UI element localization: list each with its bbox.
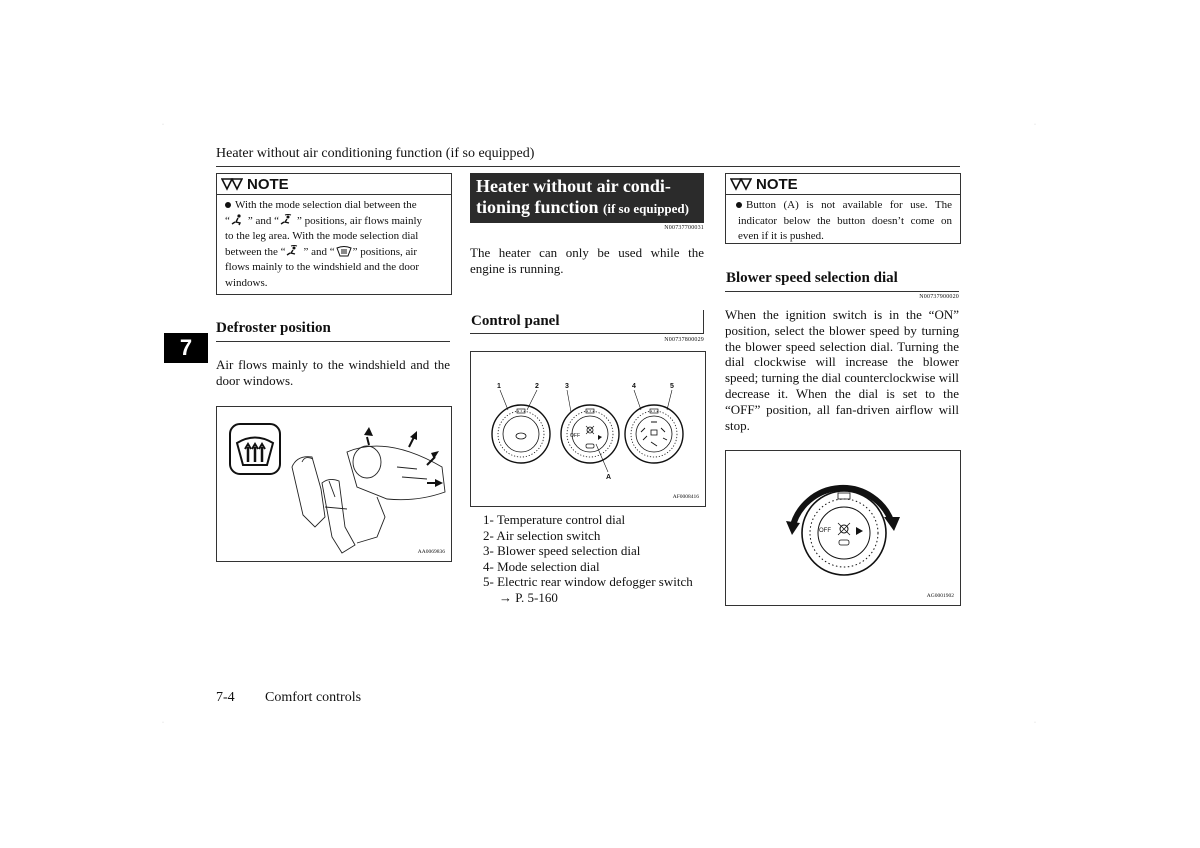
- dial-off-label: OFF: [570, 433, 580, 439]
- note-header: [726, 174, 960, 195]
- section-rule: [725, 291, 959, 292]
- callout-1: 1: [497, 383, 501, 390]
- floor-defrost-mode-icon: [285, 245, 303, 257]
- page-reference: [483, 590, 713, 606]
- section-bracket: [470, 310, 704, 334]
- control-panel-title: Control panel: [471, 313, 560, 329]
- control-panel-illustration: [471, 352, 705, 506]
- callout-a: A: [606, 474, 612, 481]
- counterclockwise-arrow-icon: [786, 521, 800, 535]
- dial-off-label: OFF: [819, 528, 831, 534]
- blower-dial-figure: [725, 450, 961, 606]
- control-panel-list: [483, 512, 713, 606]
- note-box-right: [725, 173, 961, 244]
- control-panel-code: N00737800029: [664, 337, 704, 343]
- bullet-icon: [736, 202, 742, 208]
- figure-code: AG0001902: [926, 593, 954, 599]
- reference-arrow: →: [499, 589, 512, 605]
- figure-code: AF0008416: [672, 494, 699, 500]
- corner-mark-top-left: ·: [162, 122, 164, 128]
- defrost-mode-icon: [335, 245, 353, 257]
- callout-5: 5: [670, 383, 674, 390]
- callout-4: 4: [632, 383, 636, 390]
- header-rule: [216, 166, 960, 167]
- defroster-text: Air flows mainly to the windshield and the door windows.: [216, 357, 450, 388]
- reference-link[interactable]: P. 5-160: [515, 589, 558, 605]
- note-icon: [221, 177, 243, 191]
- section-header-heater: [470, 173, 704, 223]
- callout-2: 2: [535, 383, 539, 390]
- section-code: N00737700031: [664, 225, 704, 231]
- airflow-arrows: [364, 427, 443, 487]
- footer-page-number: 7-4: [216, 690, 235, 705]
- note-body: [726, 195, 960, 249]
- car-interior-drawing: [292, 446, 445, 553]
- page-header-title: Heater without air conditioning function (if so equipped): [216, 146, 535, 161]
- chapter-tab: 7: [164, 333, 208, 363]
- defroster-section-title: Defroster position: [216, 320, 331, 336]
- control-panel-figure: [470, 351, 706, 507]
- floor-mode-icon: [230, 214, 248, 226]
- figure-code: AA0069836: [417, 549, 445, 555]
- blower-dial-illustration: [726, 451, 960, 605]
- defroster-figure: [216, 406, 452, 562]
- section-header-line2: tioning function (if so equipped): [476, 197, 689, 217]
- floor-defrost-mode-icon: [279, 214, 297, 226]
- note-label: NOTE: [756, 175, 798, 193]
- intro-text: The heater can only be used while the engine is running.: [470, 245, 704, 276]
- note-header: [217, 174, 451, 195]
- blower-text: When the ignition switch is in the “ON” position, select the blower speed by turning the blower speed selection dial. Turning the dial clockwise will increase the blower speed; turning the dial counterclockwise will decrease it. When the dial is set to the “OFF” position, all fan-driven airflow will stop.: [725, 307, 959, 433]
- corner-mark-bottom-right: ·: [1034, 720, 1036, 726]
- note-text-line: flows mainly to the windshield and the door: [225, 261, 419, 273]
- list-item: 5- Electric rear window defogger switch: [483, 574, 693, 590]
- corner-mark-top-right: ·: [1034, 122, 1036, 128]
- section-rule: [216, 341, 450, 342]
- list-item: 2- Air selection switch: [483, 527, 601, 543]
- note-icon: [730, 177, 752, 191]
- note-text-line: to the leg area. With the mode selection dial: [225, 230, 419, 242]
- temperature-dial: [492, 405, 550, 463]
- section-header-line1: Heater without air condi-: [476, 176, 671, 196]
- blower-code: N00737900020: [919, 294, 959, 300]
- note-box-left: [216, 173, 452, 295]
- note-text-line: “ ” and “ ” positions, air flows mainly: [225, 214, 423, 227]
- bullet-icon: [225, 202, 231, 208]
- list-item: 1- Temperature control dial: [483, 512, 626, 527]
- list-item: 3- Blower speed selection dial: [483, 543, 641, 559]
- note-text-line: windows.: [225, 276, 268, 289]
- note-text: Button (A) is not available for use. The indicator below the button doesn’t come on even if it is pushed.: [738, 199, 952, 242]
- footer-section-name: Comfort controls: [265, 690, 362, 705]
- section-header-suffix: (if so equipped): [603, 201, 689, 216]
- list-item: 4- Mode selection dial: [483, 558, 600, 574]
- blower-speed-dial: [802, 491, 886, 575]
- note-text-line: With the mode selection dial between the: [235, 199, 417, 211]
- blower-section-title: Blower speed selection dial: [726, 270, 898, 286]
- note-label: NOTE: [247, 175, 289, 193]
- note-text-line: between the “ ” and “ ” positions, air: [225, 245, 418, 258]
- defroster-illustration: [217, 407, 451, 561]
- callout-3: 3: [565, 383, 569, 390]
- note-body: [217, 195, 451, 295]
- mode-dial: [625, 405, 683, 463]
- corner-mark-bottom-left: ·: [162, 720, 164, 726]
